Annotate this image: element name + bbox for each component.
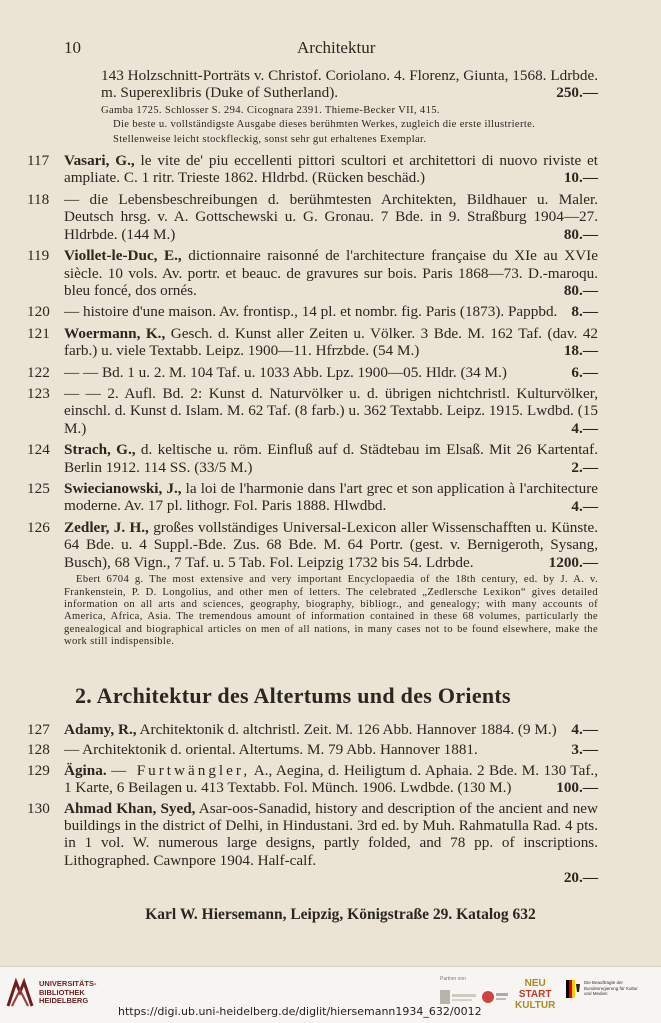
neustart-kultur-logo[interactable]	[515, 978, 555, 1011]
catalog-entry-127	[27, 721, 598, 738]
catalog-entry-123	[27, 385, 598, 437]
entry-author: Viollet-le-Duc, E.,	[64, 247, 182, 265]
catalog-footer: Karl W. Hiersemann, Leipzig, Königstraße 29. Katalog 632	[145, 906, 536, 923]
neustart-line: START	[518, 989, 552, 1000]
catalog-entry-117	[27, 152, 598, 187]
entries-bottom	[27, 721, 599, 887]
entry-price: 18.—	[563, 342, 598, 360]
entry-price: 4.—	[571, 721, 598, 739]
entry-price: 80.—	[563, 225, 598, 243]
section-heading: 2. Architektur des Altertums und des Orients	[75, 683, 511, 708]
entry-author: Adamy, R.,	[64, 721, 137, 738]
entry-author: Ahmad Khan, Syed,	[64, 799, 196, 817]
entry-author: Strach, G.,	[64, 441, 136, 459]
entry-number: 124	[27, 441, 50, 459]
entry-price: 100.—	[556, 779, 598, 797]
entry-text: d. keltische u. röm. Einfluß auf d. Städtebau im Elsaß. Mit 26 Kartentaf. Berlin 1912. 114 SS. (33/5 M.)	[64, 441, 599, 476]
catalog-entry-125	[27, 480, 598, 515]
entry-price: 3.—	[571, 741, 598, 759]
entry-number: 128	[27, 741, 50, 759]
entry-text: dictionnaire raisonné de l'architecture française du XIe au XVIe siècle. 10 vols. Av. portr. et beauc. de gravures sur bois. Paris 1868—73. D.-maroqu. bleu foncé, dos ornés.	[64, 247, 598, 299]
entry-price: 250.—	[556, 84, 598, 102]
entry-note: Die beste u. vollständigste Ausgabe dieses berühmten Werkes, zugleich die erste illustrierte.	[113, 119, 536, 131]
entry-number: 120	[27, 303, 50, 321]
entry-price: 6.—	[571, 363, 598, 381]
entry-text: 143 Holzschnitt-Porträts v. Christof. Coriolano. 4. Florenz, Giunta, 1568. Ldrbde. m. Superexlibris (Duke of Sutherland).	[101, 67, 598, 102]
entry-price: 20.—	[563, 869, 598, 887]
page-number: 10	[64, 38, 81, 57]
entry-text: Architektonik d. altchristl. Zeit. M. 126 Abb. Hannover 1884. (9 M.)	[139, 721, 557, 738]
entry-number: 119	[27, 247, 50, 265]
entry-price: 4.—	[571, 497, 598, 515]
entry-note: Gamba 1725. Schlosser S. 294. Cicognara 2391. Thieme-Becker VII, 415.	[101, 104, 440, 116]
entry-text: großes vollständiges Universal-Lexicon aller Wissenschafften u. Künste. 64 Bde. u. 4 Suppl.-Bde. Zus. 68 Bde. M. 64 Portr. (gest. v. Bernigeroth, Sysang, Busch), 68 Vign., 7 Taf. u. 5 Tab. Fol. Leipzig 1732 bis 54. Ldrbde.	[64, 518, 599, 571]
partner-logo-icon[interactable]	[480, 988, 508, 1006]
running-title: Architektur	[297, 38, 376, 57]
bkm-logo[interactable]	[566, 980, 644, 998]
entry-number: 126	[27, 518, 50, 536]
entry-text: — Architektonik d. oriental. Altertums. M. 79 Abb. Hannover 1881.	[64, 741, 478, 759]
catalog-entry-124	[27, 441, 598, 476]
entry-note: Stellenweise leicht stockfleckig, sonst sehr gut erhaltenes Exemplar.	[113, 133, 427, 145]
entry-number: 118	[27, 190, 50, 208]
entry-number: 122	[27, 363, 50, 381]
catalog-entry-116-cont	[64, 67, 598, 146]
catalog-entry-126	[27, 519, 598, 649]
library-line: UNIVERSITÄTS-	[39, 979, 97, 989]
neustart-line: NEU	[524, 978, 546, 989]
entry-number: 121	[27, 324, 50, 342]
entry-author: Ägina.	[64, 761, 107, 779]
entry-author: Zedler, J. H.,	[64, 518, 149, 536]
permalink-url[interactable]: https://digi.ub.uni-heidelberg.de/diglit/hiersemann1934_632/0012	[118, 1005, 482, 1018]
entry-number: 125	[27, 480, 50, 498]
library-name	[39, 980, 97, 1006]
neustart-line: KULTUR	[515, 1000, 556, 1011]
entry-author: Vasari, G.,	[64, 152, 135, 170]
library-logo[interactable]	[6, 978, 97, 1008]
entry-price: 4.—	[571, 419, 598, 437]
entry-text: — — Bd. 1 u. 2. M. 104 Taf. u. 1033 Abb. Lpz. 1900—05. Hldr. (34 M.)	[64, 363, 507, 381]
entry-price: 80.—	[563, 281, 598, 299]
entry-number: 123	[27, 385, 50, 403]
entry-number: 129	[27, 761, 50, 779]
entry-price: 1200.—	[548, 553, 598, 571]
catalog-entry-118	[27, 191, 598, 243]
catalog-entry-128	[27, 741, 598, 758]
entry-text: Asar-oos-Sanadid, history and description of the ancient and new buildings in the district of Delhi, in Hindustani. 3rd ed. by Muh. Rahmatulla Rad. 4 pts. in 1 vol. W. numerous large designs, partly folded, and 78 pp. of inscriptions. Lithographed. Cawnpore 1904. Half-calf.	[64, 799, 598, 869]
entry-text: — histoire d'une maison. Av. frontisp., 14 pl. et nombr. fig. Paris (1873). Pappbd.	[64, 303, 558, 321]
library-crest-icon	[6, 978, 34, 1008]
entry-note: Ebert 6704 g. The most extensive and very important Encyclopaedia of the 18th century, ed. by J. A. v. Frankenstein, P. D. Longolius, and other men of letters. The celebrated „Zedlersche Lexikon“ gives detailed information on all arts and sciences, geography, biography, bibliogr., and genealogy; with many accounts of America, Africa, Asia. The tremendous amount of information contained in these 68 volumes, particularly the genealogical and biographical articles on men of all nations, in many cases not to be found elsewhere, make the work still indispensible.	[64, 574, 598, 648]
catalog-entry-129	[27, 762, 598, 797]
catalog-entry-119	[27, 247, 598, 299]
entry-number: 130	[27, 799, 50, 817]
bkm-text: Die Beauftragte der Bundesregierung für Kultur und Medien	[584, 980, 638, 996]
entry-number: 117	[27, 152, 50, 170]
entry-text: le vite de' piu eccellenti pittori scultori et architettori di nuovo riviste et ampliate. C. 1 ritr. Trieste 1862. Hldrbd. (Rücken beschäd.)	[64, 152, 598, 187]
partner-logo-icon[interactable]	[440, 988, 476, 1006]
entry-text: — — 2. Aufl. Bd. 2: Kunst d. Naturvölker u. d. übrigen nichtchristl. Kulturvölker, einschl. d. Kunst d. Islam. M. 62 Taf. (8 farb.) u. 362 Textabb. Leipz. 1915. Lwdbd. (15 M.)	[64, 385, 598, 437]
federal-eagle-icon	[566, 980, 580, 998]
entry-author: Swiecianowski, J.,	[64, 480, 182, 498]
entry-author: Woermann, K.,	[64, 324, 166, 342]
library-line: BIBLIOTHEK	[39, 987, 85, 997]
catalog-entry-120	[27, 303, 598, 320]
entries-top	[27, 67, 599, 651]
entry-text: — die Lebensbeschreibungen d. berühmtesten Architekten, Bildhauer u. Maler. Deutsch hrsg. v. A. Gottschewski u. G. Gronau. 7 Bde. in 9. Straßburg 1904—27. Hldrbde. (144 M.)	[64, 190, 598, 243]
catalog-entry-121	[27, 325, 598, 360]
catalog-entry-130	[27, 800, 598, 887]
entry-number: 127	[27, 721, 50, 738]
entry-price: 8.—	[571, 303, 598, 321]
entry-text: A., Aegina, d. Heiligtum d. Aphaia. 2 Bde. M. 130 Taf., 1 Karte, 6 Beilagen u. 413 Textabb. Fol. Münch. 1906. Lwdbde. (130 M.)	[64, 761, 599, 797]
library-line: HEIDELBERG	[39, 996, 89, 1006]
entry-price: 10.—	[563, 169, 598, 187]
entry-price: 2.—	[571, 458, 598, 476]
catalog-entry-122	[27, 364, 598, 381]
partner-label: Partner von	[440, 976, 466, 982]
entry-text: la loi de l'harmonie dans l'art grec et son application à l'architecture moderne. Av. 17 pl. lithogr. Fol. Paris 1888. Hlwdbd.	[64, 480, 598, 515]
entry-author-spaced: — Furtwängler,	[111, 761, 251, 779]
entry-text: Gesch. d. Kunst aller Zeiten u. Völker. 3 Bde. M. 162 Taf. (dav. 42 farb.) u. viele Textabb. Leipz. 1900—11. Hfrzbde. (54 M.)	[64, 324, 599, 360]
